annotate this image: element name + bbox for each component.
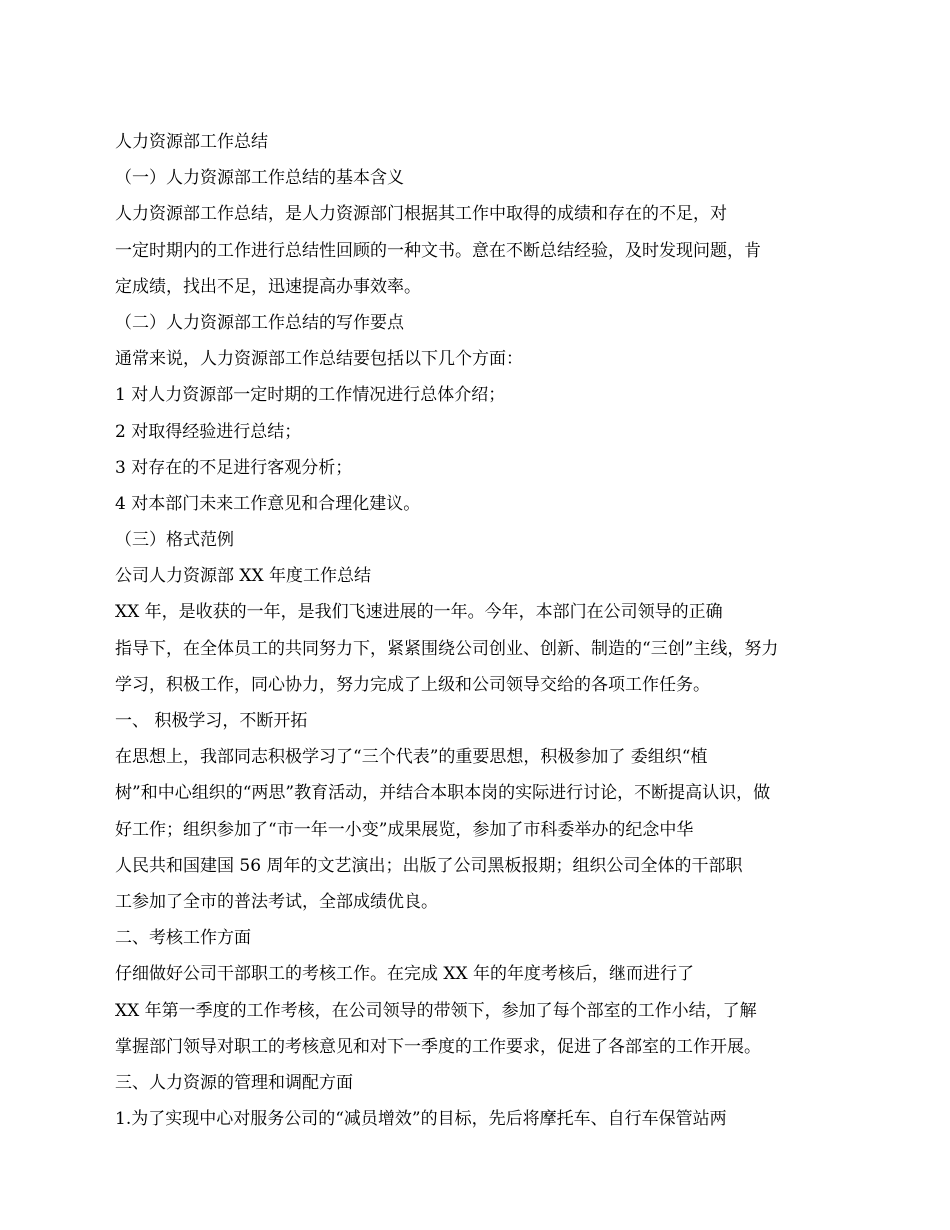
paragraph-line: 1.为了实现中心对服务公司的“减员增效”的目标，先后将摩托车、自行车保管站两 bbox=[115, 1109, 727, 1130]
list-item: 2 对取得经验进行总结； bbox=[115, 421, 302, 442]
paragraph-line: XX 年第一季度的工作考核，在公司领导的带领下，参加了每个部室的工作小结，了解 bbox=[115, 1000, 757, 1021]
paragraph-line: 仔细做好公司干部职工的考核工作。在完成 XX 年的年度考核后，继而进行了 bbox=[115, 964, 695, 985]
paragraph-line: 树”和中心组织的“两思”教育活动，并结合本职本岗的实际进行讨论，不断提高认识，做 bbox=[115, 783, 771, 804]
section-heading-2: （二）人力资源部工作总结的写作要点 bbox=[115, 312, 404, 333]
subsection-heading-3: 三、人力资源的管理和调配方面 bbox=[115, 1072, 353, 1093]
document-body bbox=[115, 124, 845, 1137]
paragraph-line: 人力资源部工作总结，是人力资源部门根据其工作中取得的成绩和存在的不足，对 bbox=[115, 204, 727, 225]
list-item: 4 对本部门未来工作意见和合理化建议。 bbox=[115, 493, 421, 514]
paragraph-line: 工参加了全市的普法考试，全部成绩优良。 bbox=[115, 891, 438, 912]
subsection-heading-1: 一、 积极学习，不断开拓 bbox=[115, 711, 308, 731]
list-item: 3 对存在的不足进行客观分析； bbox=[115, 457, 353, 478]
subsection-heading-2: 二、考核工作方面 bbox=[115, 928, 251, 949]
paragraph-line: 在思想上，我部同志积极学习了“三个代表”的重要思想，积极参加了 委组织“植 bbox=[115, 747, 708, 768]
paragraph-line: 定成绩，找出不足，迅速提高办事效率。 bbox=[115, 276, 421, 297]
example-title: 公司人力资源部 XX 年度工作总结 bbox=[115, 566, 372, 587]
paragraph-line: 指导下，在全体员工的共同努力下，紧紧围绕公司创业、创新、制造的“三创”主线，努力 bbox=[115, 638, 779, 659]
section-heading-3: （三）格式范例 bbox=[115, 530, 234, 551]
paragraph-line: 学习，积极工作，同心协力，努力完成了上级和公司领导交给的各项工作任务。 bbox=[115, 674, 710, 695]
paragraph-line: 通常来说，人力资源部工作总结要包括以下几个方面： bbox=[115, 349, 523, 370]
paragraph-line: 掌握部门领导对职工的考核意见和对下一季度的工作要求，促进了各部室的工作开展。 bbox=[115, 1036, 761, 1057]
section-heading-1: （一）人力资源部工作总结的基本含义 bbox=[115, 168, 404, 189]
paragraph-line: 人民共和国建国 56 周年的文艺演出；出版了公司黑板报期；组织公司全体的干部职 bbox=[115, 855, 743, 876]
list-item: 1 对人力资源部一定时期的工作情况进行总体介绍； bbox=[115, 385, 506, 406]
paragraph-line: XX 年，是收获的一年，是我们飞速进展的一年。今年，本部门在公司领导的正确 bbox=[115, 602, 723, 623]
paragraph-line: 一定时期内的工作进行总结性回顾的一种文书。意在不断总结经验，及时发现问题，肯 bbox=[115, 240, 761, 261]
document-title: 人力资源部工作总结 bbox=[115, 132, 268, 152]
paragraph-line: 好工作；组织参加了“市一年一小变”成果展览，参加了市科委举办的纪念中华 bbox=[115, 819, 694, 840]
